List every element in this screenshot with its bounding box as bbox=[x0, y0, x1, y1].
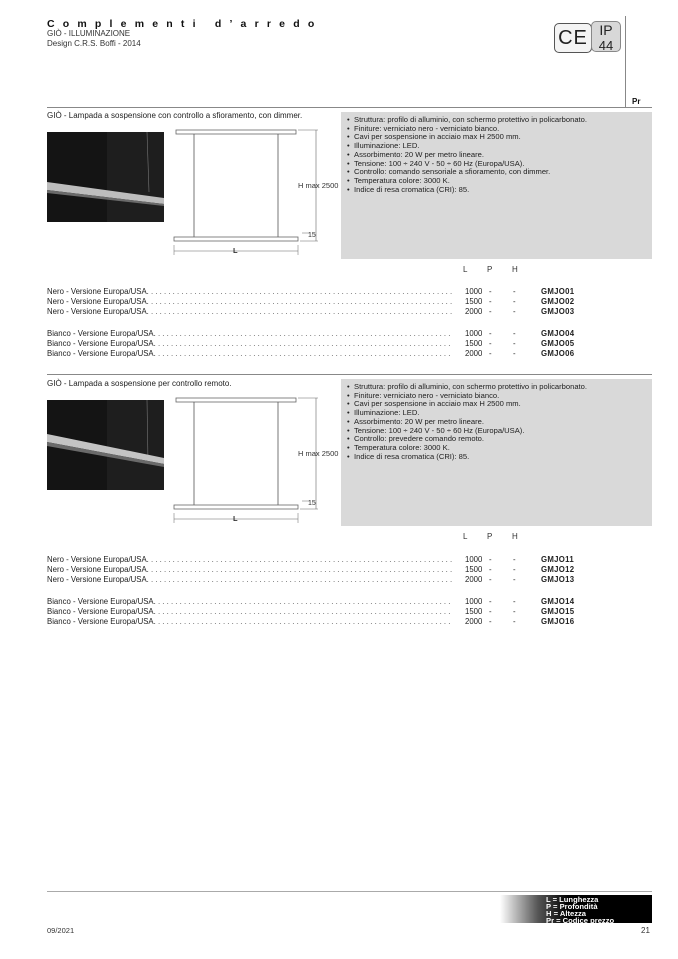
row-description: Bianco - Versione Europa/USA. . . . bbox=[47, 329, 452, 339]
row-description: Nero - Versione Europa/USA. . . . bbox=[47, 307, 452, 317]
row-code: GMJO02 bbox=[541, 297, 575, 306]
row-length: 2000 bbox=[465, 617, 483, 626]
row-description: Nero - Versione Europa/USA. . . . bbox=[47, 287, 452, 297]
row-length: 1000 bbox=[465, 597, 483, 606]
product-subtitle bbox=[47, 29, 141, 48]
spec-item: • Finiture: verniciato nero - verniciato bianco. bbox=[354, 125, 646, 134]
table-row bbox=[47, 307, 607, 317]
spec-box bbox=[341, 379, 652, 526]
row-description: Nero - Versione Europa/USA. . . . bbox=[47, 555, 452, 565]
row-depth: - bbox=[489, 565, 492, 574]
row-length: 1500 bbox=[465, 565, 483, 574]
legend-item: Pr = Codice prezzo bbox=[546, 916, 615, 925]
row-description: Bianco - Versione Europa/USA. . . . bbox=[47, 607, 452, 617]
spec-list bbox=[347, 116, 646, 194]
row-length: 2000 bbox=[465, 349, 483, 358]
length-dimension-label: L bbox=[233, 246, 238, 255]
row-height: - bbox=[513, 349, 516, 358]
row-depth: - bbox=[489, 307, 492, 316]
row-height: - bbox=[513, 307, 516, 316]
spec-item: • Controllo: prevedere comando remoto. bbox=[354, 435, 646, 444]
spec-item: • Cavi per sospensione in acciaio max H 2500 mm. bbox=[354, 133, 646, 142]
table-row bbox=[47, 617, 607, 627]
ip-rating-badge bbox=[591, 21, 621, 52]
column-header-h: H bbox=[512, 265, 518, 274]
spec-item: • Tensione: 100 ÷ 240 V - 50 ÷ 60 Hz (Europa/USA). bbox=[354, 160, 646, 169]
row-height: - bbox=[513, 617, 516, 626]
price-code-column-header: Pr bbox=[632, 97, 641, 106]
row-description: Nero - Versione Europa/USA. . . . bbox=[47, 297, 452, 307]
legend-item: P = Profondità bbox=[546, 902, 598, 911]
spec-item: • Temperatura colore: 3000 K. bbox=[354, 177, 646, 186]
ip-value: 44 bbox=[598, 38, 614, 53]
row-height: - bbox=[513, 575, 516, 584]
spec-item: • Illuminazione: LED. bbox=[354, 142, 646, 151]
row-depth: - bbox=[489, 617, 492, 626]
row-code: GMJO11 bbox=[541, 555, 575, 564]
row-height: - bbox=[513, 329, 516, 338]
row-depth: - bbox=[489, 329, 492, 338]
table-row bbox=[47, 339, 607, 349]
column-header-h: H bbox=[512, 532, 518, 541]
row-length: 1000 bbox=[465, 555, 483, 564]
spec-item: • Controllo: comando sensoriale a sfioramento, con dimmer. bbox=[354, 168, 646, 177]
row-height: - bbox=[513, 565, 516, 574]
spec-item: • Cavi per sospensione in acciaio max H 2500 mm. bbox=[354, 400, 646, 409]
row-code: GMJO04 bbox=[541, 329, 575, 338]
table-row bbox=[47, 297, 607, 307]
row-height: - bbox=[513, 287, 516, 296]
technical-drawing bbox=[170, 395, 330, 527]
depth-dimension-label: 15 bbox=[308, 500, 316, 507]
category-title: Complementi d’arredo bbox=[47, 18, 323, 30]
height-dimension-label: H max 2500 bbox=[298, 449, 339, 458]
row-depth: - bbox=[489, 349, 492, 358]
spec-list bbox=[347, 383, 646, 461]
row-depth: - bbox=[489, 339, 492, 348]
ce-mark-icon: CE bbox=[554, 23, 592, 53]
row-description: Bianco - Versione Europa/USA. . . . bbox=[47, 339, 452, 349]
row-description: Bianco - Versione Europa/USA. . . . bbox=[47, 617, 452, 627]
section-divider bbox=[47, 107, 652, 108]
section-title: GIÒ - Lampada a sospensione con controllo a sfioramento, con dimmer. bbox=[47, 111, 303, 120]
column-header-p: P bbox=[487, 532, 493, 541]
spec-item: • Finiture: verniciato nero - verniciato bianco. bbox=[354, 392, 646, 401]
row-length: 1500 bbox=[465, 297, 483, 306]
page-number: 21 bbox=[641, 926, 650, 935]
footer-divider bbox=[47, 891, 652, 892]
spec-item: • Assorbimento: 20 W per metro lineare. bbox=[354, 418, 646, 427]
spec-item: • Assorbimento: 20 W per metro lineare. bbox=[354, 151, 646, 160]
row-depth: - bbox=[489, 555, 492, 564]
product-line: GIÒ - ILLUMINAZIONE bbox=[47, 29, 131, 38]
table-row bbox=[47, 575, 607, 585]
row-code: GMJO03 bbox=[541, 307, 575, 316]
row-code: GMJO06 bbox=[541, 349, 575, 358]
column-header-l: L bbox=[463, 532, 468, 541]
row-length: 2000 bbox=[465, 307, 483, 316]
spec-item: • Temperatura colore: 3000 K. bbox=[354, 444, 646, 453]
row-code: GMJO05 bbox=[541, 339, 575, 348]
row-height: - bbox=[513, 297, 516, 306]
designer-credit: Design C.R.S. Boffi - 2014 bbox=[47, 38, 141, 48]
section-title: GIÒ - Lampada a sospensione per controllo remoto. bbox=[47, 379, 232, 388]
row-code: GMJO01 bbox=[541, 287, 575, 296]
row-depth: - bbox=[489, 287, 492, 296]
table-row bbox=[47, 607, 607, 617]
spec-item: • Illuminazione: LED. bbox=[354, 409, 646, 418]
table-row bbox=[47, 565, 607, 575]
row-description: Bianco - Versione Europa/USA. . . . bbox=[47, 349, 452, 359]
row-description: Bianco - Versione Europa/USA. . . . bbox=[47, 597, 452, 607]
footer-date: 09/2021 bbox=[47, 926, 75, 935]
row-description: Nero - Versione Europa/USA. . . . bbox=[47, 565, 452, 575]
table-row bbox=[47, 597, 607, 607]
table-row bbox=[47, 329, 607, 339]
spec-item: • Struttura: profilo di alluminio, con schermo protettivo in policarbonato. bbox=[354, 383, 646, 392]
header-divider bbox=[625, 16, 626, 107]
row-code: GMJO15 bbox=[541, 607, 575, 616]
row-length: 2000 bbox=[465, 575, 483, 584]
row-height: - bbox=[513, 597, 516, 606]
legend-item: H = Altezza bbox=[546, 909, 587, 918]
technical-drawing bbox=[170, 127, 330, 259]
row-description: Nero - Versione Europa/USA. . . . bbox=[47, 575, 452, 585]
row-code: GMJO12 bbox=[541, 565, 575, 574]
spec-item: • Indice di resa cromatica (CRI): 85. bbox=[354, 453, 646, 462]
ip-label: IP bbox=[599, 22, 613, 38]
row-length: 1000 bbox=[465, 287, 483, 296]
column-header-p: P bbox=[487, 265, 493, 274]
row-height: - bbox=[513, 555, 516, 564]
abbreviation-legend bbox=[500, 895, 652, 923]
row-code: GMJO14 bbox=[541, 597, 575, 606]
row-code: GMJO16 bbox=[541, 617, 575, 626]
row-depth: - bbox=[489, 575, 492, 584]
depth-dimension-label: 15 bbox=[308, 232, 316, 239]
column-header-l: L bbox=[463, 265, 468, 274]
row-height: - bbox=[513, 339, 516, 348]
row-depth: - bbox=[489, 597, 492, 606]
spec-item: • Indice di resa cromatica (CRI): 85. bbox=[354, 186, 646, 195]
table-row bbox=[47, 349, 607, 359]
spec-box bbox=[341, 112, 652, 259]
row-length: 1000 bbox=[465, 329, 483, 338]
product-photo bbox=[47, 132, 164, 222]
table-row bbox=[47, 287, 607, 297]
spec-item: • Struttura: profilo di alluminio, con schermo protettivo in policarbonato. bbox=[354, 116, 646, 125]
row-depth: - bbox=[489, 607, 492, 616]
length-dimension-label: L bbox=[233, 514, 238, 523]
legend-item: L = Lunghezza bbox=[546, 895, 599, 904]
row-depth: - bbox=[489, 297, 492, 306]
spec-item: • Tensione: 100 ÷ 240 V - 50 ÷ 60 Hz (Europa/USA). bbox=[354, 427, 646, 436]
row-code: GMJO13 bbox=[541, 575, 575, 584]
row-height: - bbox=[513, 607, 516, 616]
product-photo bbox=[47, 400, 164, 490]
row-length: 1500 bbox=[465, 339, 483, 348]
row-length: 1500 bbox=[465, 607, 483, 616]
table-row bbox=[47, 555, 607, 565]
height-dimension-label: H max 2500 bbox=[298, 181, 339, 190]
section-divider bbox=[47, 374, 652, 375]
